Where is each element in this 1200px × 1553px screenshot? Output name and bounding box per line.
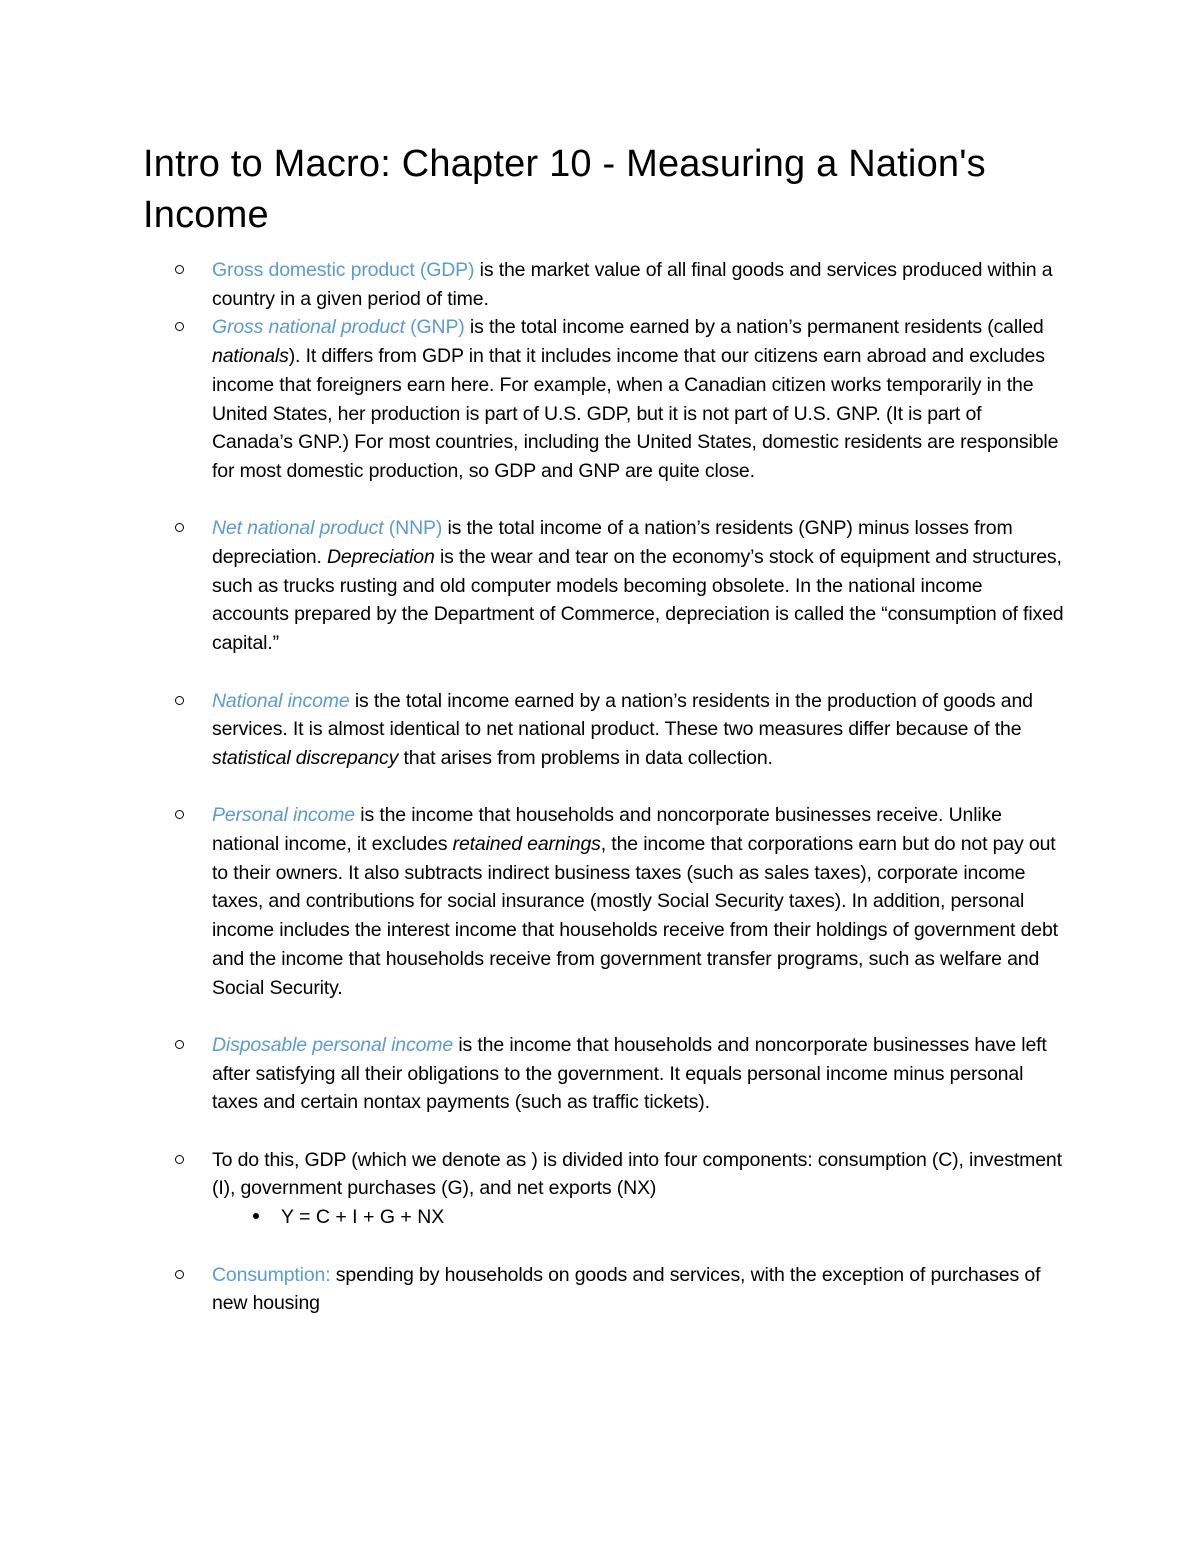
list-item-gnp [212, 313, 1064, 485]
filled-bullet-icon [253, 1213, 259, 1219]
spacer [0, 658, 1200, 687]
italic-text: Depreciation [326, 546, 435, 569]
definition-text: is the income that households and noncorporate businesses have left after satisfying all their obligations to the government. It equals personal income minus personal taxes and certain nontax payments (such as traffic tickets). [212, 1033, 1047, 1114]
list-item-personal-income [212, 801, 1064, 1002]
definition-text: is the income that households and noncorporate businesses receive. Unlike national income, it excludes [212, 804, 1002, 856]
hollow-bullet-icon [175, 1155, 184, 1164]
hollow-bullet-icon [175, 265, 184, 274]
spacer [0, 1002, 1200, 1031]
spacer [0, 773, 1200, 802]
italic-text: nationals [212, 345, 289, 368]
definition-text: is the total income of a nation’s residents (GNP) minus losses from depreciation. [212, 517, 1013, 569]
term-nnp-abbr: (NNP) [383, 517, 443, 540]
italic-text: retained earnings [452, 833, 601, 856]
term-gdp: Gross domestic product (GDP) [212, 259, 475, 281]
definition-list [0, 256, 1200, 1318]
sub-item-equation [281, 1203, 981, 1232]
definition-text: is the total income earned by a nation’s residents in the production of goods and services. It is almost identical to net national product. These two measures differ because of the [212, 689, 1033, 741]
spacer [0, 486, 1200, 515]
italic-text: statistical discrepancy [212, 746, 399, 769]
spacer [0, 1117, 1200, 1146]
definition-text: ). It differs from GDP in that it includes income that our citizens earn abroad and excludes income that foreigners earn here. For example, when a Canadian citizen works temporarily in the United States, her production is part of U.S. GDP, but it is not part of U.S. GNP. (It is part of Canada’s GNP.) For most countries, including the United States, domestic residents are responsible for most domestic production, so GDP and GNP are quite close. [212, 345, 1059, 482]
term-gnp-abbr: (GNP) [404, 316, 465, 339]
term-consumption: Consumption: [212, 1263, 331, 1286]
hollow-bullet-icon [175, 696, 184, 705]
definition-text: that arises from problems in data collection. [398, 746, 773, 769]
hollow-bullet-icon [175, 322, 184, 331]
list-item-nnp [212, 514, 1064, 658]
list-item-disposable-income [212, 1031, 1064, 1117]
hollow-bullet-icon [175, 1270, 184, 1279]
term-nnp: Net national product [212, 517, 384, 540]
list-item-gdp-components [212, 1146, 1064, 1203]
definition-text: spending by households on goods and services, with the exception of purchases of new housing [212, 1263, 1041, 1315]
definition-text: To do this, GDP (which we denote as ) is divided into four components: consumption (C), investment (I), government purchases (G), and net exports (NX) [212, 1148, 1062, 1200]
definition-text: , the income that corporations earn but do not pay out to their owners. It also subtracts indirect business taxes (such as sales taxes), corporate income taxes, and contributions for social insurance (mostly Social Security taxes). In addition, personal income includes the interest income that households receive from their holdings of government debt and the income that households receive from government transfer programs, such as welfare and Social Security. [212, 833, 1058, 999]
list-item-national-income [212, 687, 1064, 773]
list-item-consumption [212, 1261, 1064, 1318]
term-gnp: Gross national product [212, 316, 405, 339]
page-title: Intro to Macro: Chapter 10 - Measuring a Nation's Income [143, 143, 986, 236]
hollow-bullet-icon [175, 1040, 184, 1049]
definition-text: is the total income earned by a nation’s permanent residents (called [464, 316, 1044, 339]
term-personal-income: Personal income [212, 804, 355, 827]
hollow-bullet-icon [175, 523, 184, 532]
hollow-bullet-icon [175, 810, 184, 819]
equation-text: Y = C + I + G + NX [281, 1206, 445, 1229]
term-disposable-income: Disposable personal income [212, 1033, 454, 1056]
spacer [0, 1232, 1200, 1261]
definition-text: is the market value of all final goods and services produced within a country in a given period of time. [212, 259, 1053, 310]
list-item-gdp [212, 256, 1064, 313]
definition-text: is the wear and tear on the economy’s stock of equipment and structures, such as trucks rusting and old computer models becoming obsolete. In the national income accounts prepared by the Department of Commerce, depreciation is called the “consumption of fixed capital.” [212, 546, 1064, 655]
term-national-income: National income [212, 689, 350, 712]
